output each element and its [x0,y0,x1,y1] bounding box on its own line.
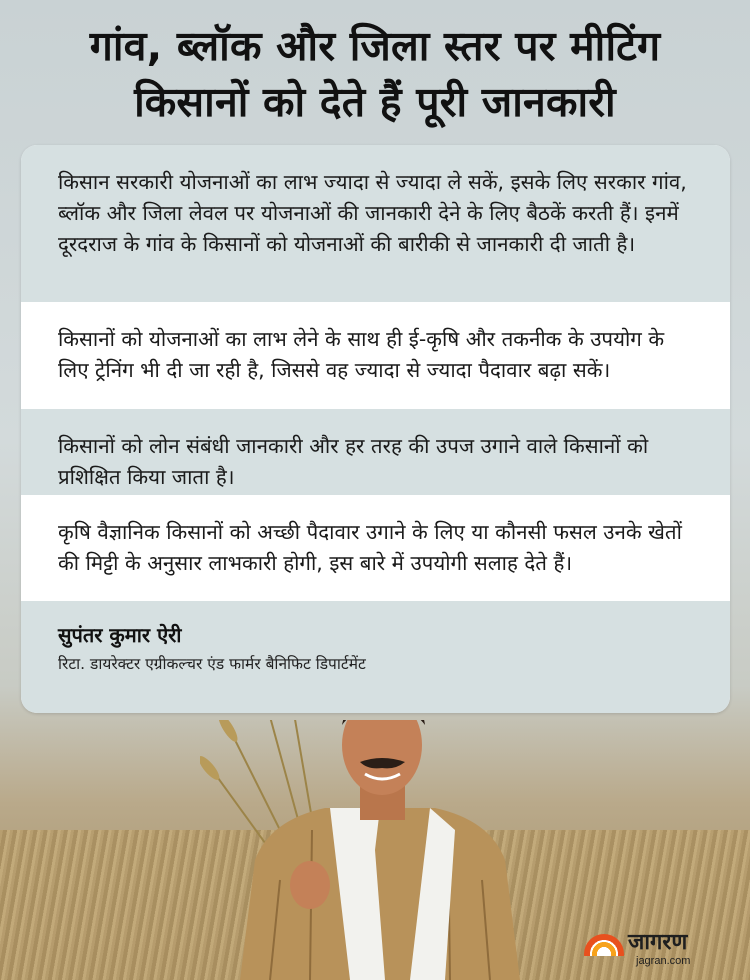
sunrise-logo-icon [584,934,624,956]
info-point-1: किसान सरकारी योजनाओं का लाभ ज्यादा से ज्यादा ले सकें, इसके लिए सरकार गांव, ब्लॉक और जिला लेवल पर योजनाओं की जानकारी देने के लिए बैठकें करती हैं। इनमें दूरदराज के गांव के किसानों को योजनाओं की बारीकी से जानकारी दी जाती है। [21,145,730,302]
info-card [21,145,730,713]
farmer-illustration [200,720,560,980]
author-name: सुपंतर कुमार ऐरी [58,623,182,647]
info-point-2: किसानों को योजनाओं का लाभ लेने के साथ ही ई-कृषि और तकनीक के उपयोग के लिए ट्रेनिंग भी दी जा रही है, जिससे वह ज्यादा से ज्यादा पैदावार बढ़ा सकें। [58,327,665,382]
brand-site: jagran.com [636,955,691,967]
info-point-3: किसानों को लोन संबंधी जानकारी और हर तरह की उपज उगाने वाले किसानों को प्रशिक्षित किया जाता है। [21,409,730,495]
headline-line-2: किसानों को देते हैं पूरी जानकारी [134,78,616,126]
brand-name: जागरण [628,930,688,955]
headline [0,18,750,130]
info-point-4: कृषि वैज्ञानिक किसानों को अच्छी पैदावार उगाने के लिए या कौनसी फसल उनके खेतों की मिट्टी के अनुसार लाभकारी होगी, इस बारे में उपयोगी सलाह देते हैं। [58,520,682,575]
headline-line-1: गांव, ब्लॉक और जिला स्तर पर मीटिंग [89,22,661,70]
author-block [21,601,730,713]
author-title: रिटा. डायरेक्टर एग्रीकल्चर एंड फार्मर बैनिफिट डिपार्टमेंट [58,655,366,673]
jagran-logo [584,928,734,972]
